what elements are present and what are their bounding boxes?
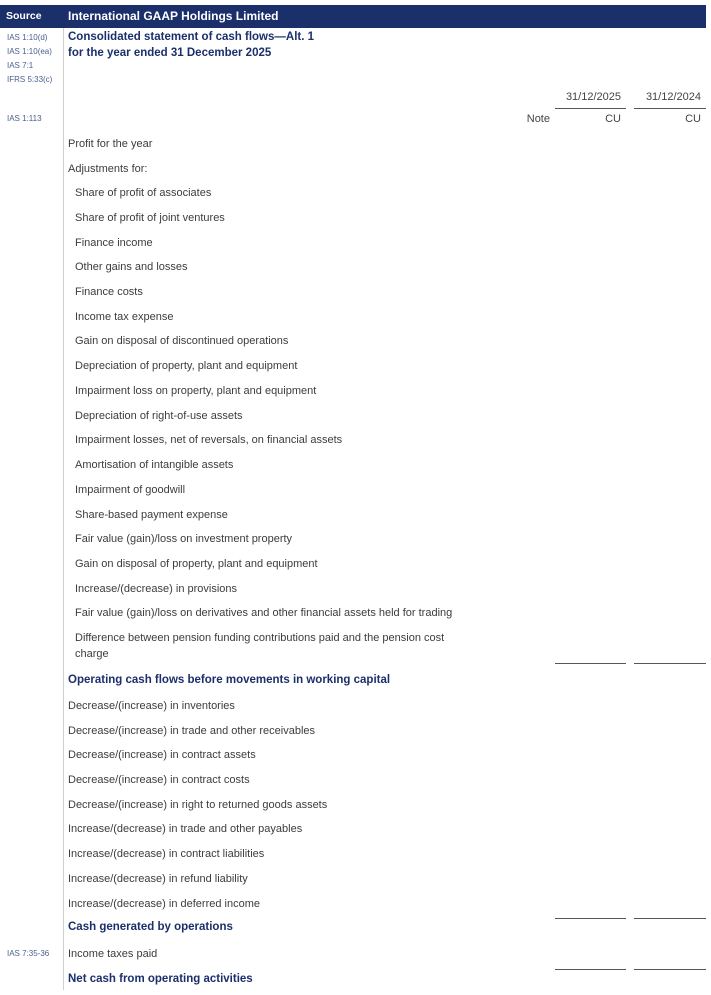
row-cash-generated: Cash generated by operations <box>68 921 233 933</box>
adjustment-row: Amortisation of intangible assets <box>75 459 234 471</box>
column-note: Note <box>526 113 550 125</box>
adjustment-row: Impairment loss on property, plant and equipment <box>75 385 317 397</box>
subtotal-line <box>555 663 626 664</box>
adjustment-row: Finance income <box>75 237 153 249</box>
subtotal-line <box>555 918 626 919</box>
adjustment-row: Impairment of goodwill <box>75 484 186 496</box>
subtotal-line <box>555 969 626 970</box>
working-capital-row: Decrease/(increase) in right to returned goods assets <box>68 799 328 811</box>
row-net-cash-operating: Net cash from operating activities <box>68 973 253 985</box>
subtotal-line <box>634 969 706 970</box>
source-ref: IAS 7:1 <box>7 61 34 70</box>
working-capital-row: Decrease/(increase) in inventories <box>68 700 235 712</box>
adjustment-row: Increase/(decrease) in provisions <box>75 583 238 595</box>
row-income-taxes-paid: Income taxes paid <box>68 948 158 960</box>
statement-subtitle: for the year ended 31 December 2025 <box>68 47 272 59</box>
row-operating-before-wc: Operating cash flows before movements in working capital <box>68 674 391 686</box>
adjustment-row: Finance costs <box>75 286 143 298</box>
adjustment-row: Gain on disposal of property, plant and equipment <box>75 558 318 570</box>
adjustment-row: Other gains and losses <box>75 261 188 273</box>
adjustment-row: Share of profit of associates <box>75 187 212 199</box>
source-ref: IAS 7:35-36 <box>7 949 50 958</box>
source-ref: IAS 1:113 <box>7 114 42 123</box>
column-underline <box>555 108 626 109</box>
column-currency: CU <box>685 113 701 125</box>
column-year-2024: 31/12/2024 <box>645 91 701 103</box>
source-column-label: Source <box>6 10 42 22</box>
working-capital-row: Increase/(decrease) in refund liability <box>68 873 248 885</box>
adjustment-row: Impairment losses, net of reversals, on financial assets <box>75 434 343 446</box>
adjustment-row: Share of profit of joint ventures <box>75 212 225 224</box>
statement-title: Consolidated statement of cash flows—Alt. 1 <box>68 31 315 43</box>
adjustment-row: Fair value (gain)/loss on derivatives and other financial assets held for trading <box>75 607 453 619</box>
working-capital-row: Increase/(decrease) in deferred income <box>68 898 260 910</box>
adjustment-row: Income tax expense <box>75 311 174 323</box>
adjustment-row: Share-based payment expense <box>75 509 228 521</box>
company-name: International GAAP Holdings Limited <box>68 9 279 23</box>
table-header-bar <box>0 5 706 28</box>
row-profit: Profit for the year <box>68 138 153 150</box>
source-ref: IAS 1:10(d) <box>7 33 48 42</box>
working-capital-row: Decrease/(increase) in contract assets <box>68 749 256 761</box>
subtotal-line <box>634 918 706 919</box>
column-year-2025: 31/12/2025 <box>565 91 621 103</box>
working-capital-row: Increase/(decrease) in contract liabilities <box>68 848 265 860</box>
adjustment-row: Depreciation of right-of-use assets <box>75 410 243 422</box>
adjustment-row: Gain on disposal of discontinued operations <box>75 335 289 347</box>
working-capital-row: Increase/(decrease) in trade and other payables <box>68 823 303 835</box>
source-ref: IAS 1:10(ea) <box>7 47 52 56</box>
working-capital-row: Decrease/(increase) in contract costs <box>68 774 250 786</box>
working-capital-row: Decrease/(increase) in trade and other receivables <box>68 725 316 737</box>
source-column-divider <box>63 28 64 990</box>
adjustment-row: Fair value (gain)/loss on investment property <box>75 533 293 545</box>
subtotal-line <box>634 663 706 664</box>
row-adjustments-heading: Adjustments for: <box>68 163 148 175</box>
source-ref: IFRS 5:33(c) <box>7 75 53 84</box>
column-currency: CU <box>605 113 621 125</box>
column-underline <box>634 108 706 109</box>
adjustment-row: Difference between pension funding contributions paid and the pension cost charge <box>75 632 445 660</box>
adjustment-row: Depreciation of property, plant and equipment <box>75 360 298 372</box>
